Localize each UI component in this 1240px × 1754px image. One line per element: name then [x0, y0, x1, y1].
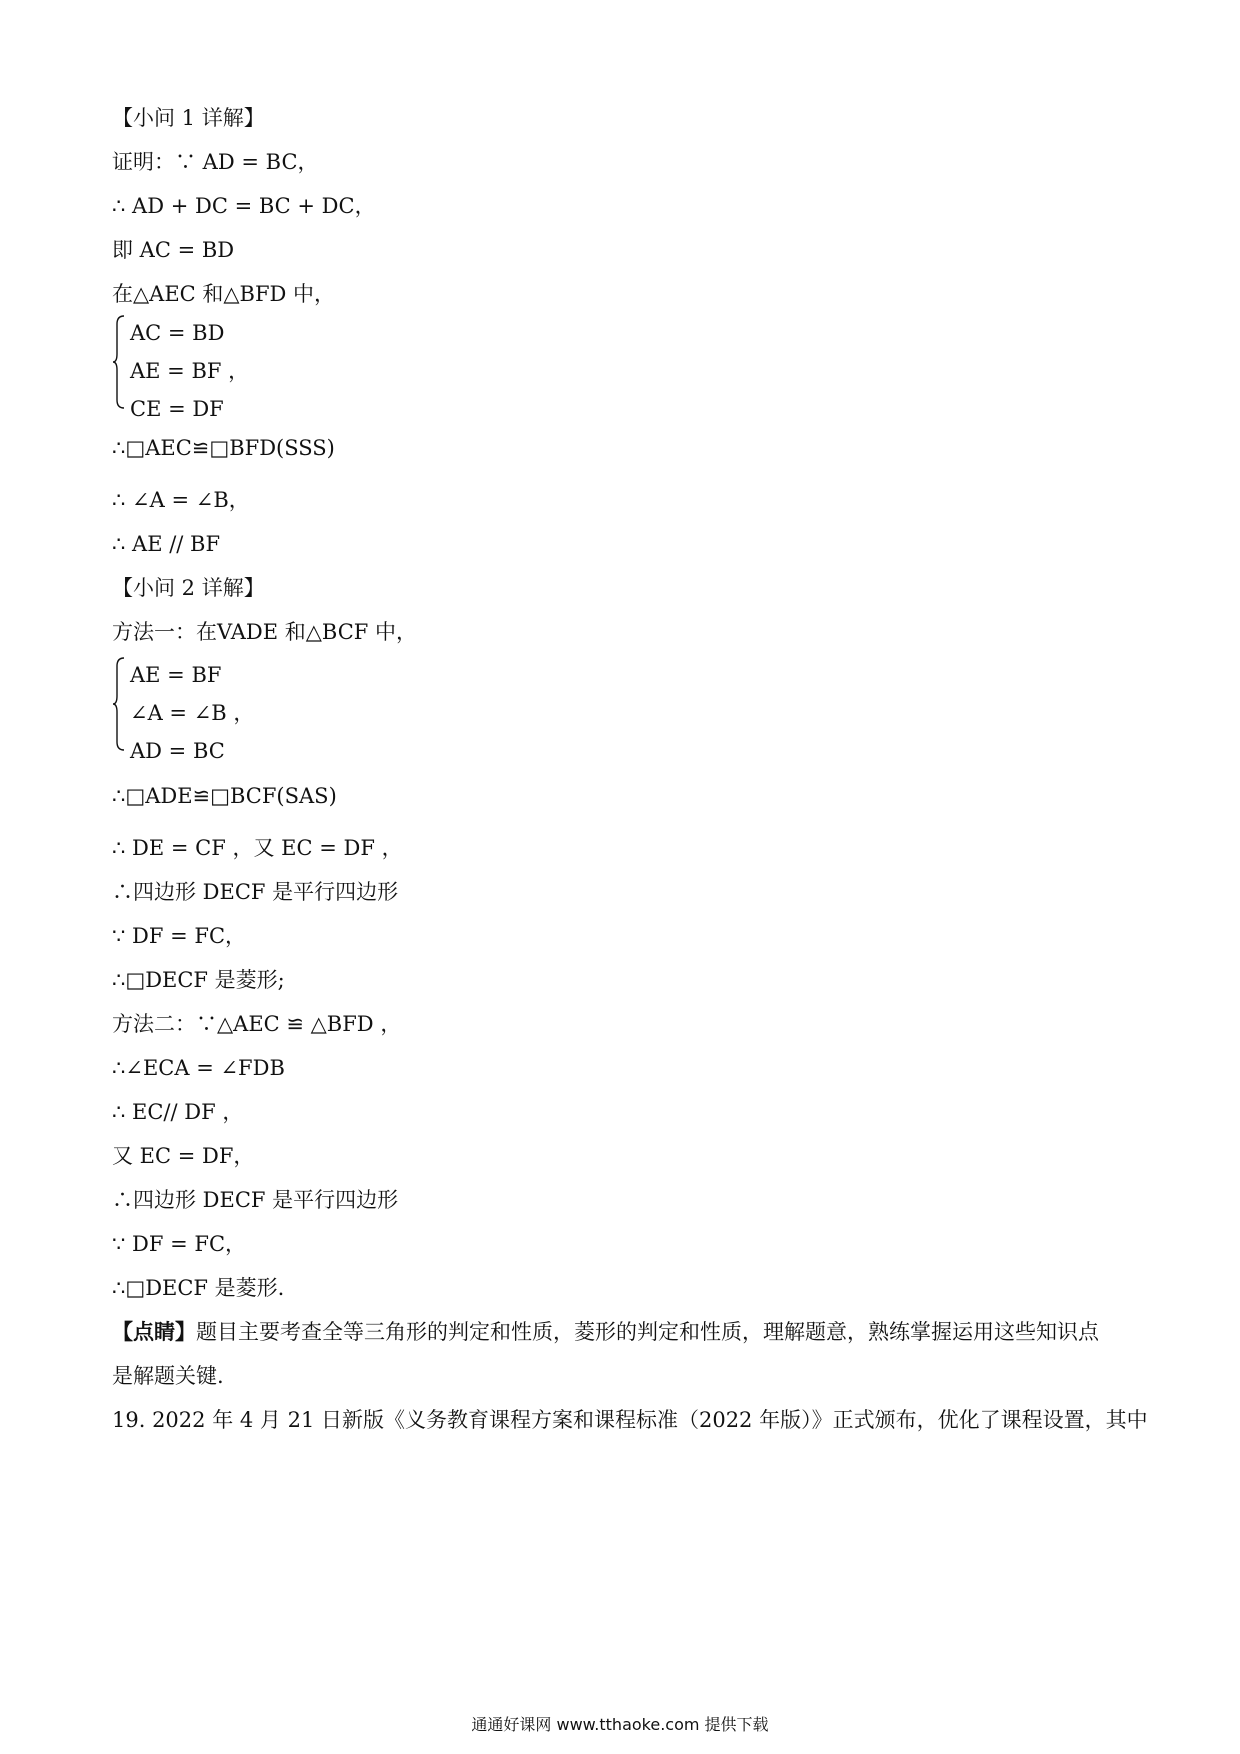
left-brace-icon — [112, 314, 126, 410]
proof-line: ∴□DECF 是菱形; — [112, 968, 285, 992]
method-2-intro: 方法二：∵△AEC ≌ △BFD ， — [112, 1012, 402, 1036]
proof-line: ∴□DECF 是菱形. — [112, 1276, 285, 1300]
comment-paragraph — [112, 1318, 1099, 1346]
method-1-intro: 方法一：在VADE 和△BCF 中， — [112, 620, 418, 644]
subquestion-1-header: 【小问 1 详解】 — [112, 106, 265, 130]
proof-line: 证明：∵ AD = BC， — [112, 150, 319, 174]
page-footer: 通通好课网 www.tthaoke.com 提供下载 — [471, 1715, 769, 1734]
left-brace-icon — [112, 656, 126, 752]
system-line: AD = BC — [130, 739, 225, 763]
proof-line: ∴ AD + DC = BC + DC， — [112, 194, 376, 218]
subquestion-2-header: 【小问 2 详解】 — [112, 576, 265, 600]
proof-line: ∴ ∠A = ∠B， — [112, 488, 250, 512]
proof-line: 即 AC = BD — [112, 238, 235, 262]
system-line: AE = BF ， — [130, 359, 250, 383]
proof-line: ∴ EC// DF ， — [112, 1100, 244, 1124]
comment-text: 题目主要考查全等三角形的判定和性质，菱形的判定和性质，理解题意，熟练掌握运用这些知识点 — [196, 1320, 1099, 1344]
proof-line: ∴四边形 DECF 是平行四边形 — [112, 880, 399, 904]
proof-line: 在△AEC 和△BFD 中， — [112, 282, 336, 306]
proof-line: ∴四边形 DECF 是平行四边形 — [112, 1188, 399, 1212]
proof-line: ∴□ADE≌□BCF(SAS) — [112, 784, 337, 808]
comment-label: 【点睛】 — [112, 1319, 196, 1344]
proof-line: ∴∠ECA = ∠FDB — [112, 1056, 285, 1080]
proof-line: ∵ DF = FC， — [112, 924, 247, 948]
system-line: CE = DF — [130, 397, 224, 421]
proof-line: ∴□AEC≌□BFD(SSS) — [112, 436, 335, 460]
proof-line: ∴ DE = CF ，又 EC = DF ， — [112, 836, 403, 860]
comment-text-continued: 是解题关键. — [112, 1364, 224, 1388]
system-line: AC = BD — [130, 321, 225, 345]
proof-line: ∵ DF = FC， — [112, 1232, 247, 1256]
system-line: ∠A = ∠B ， — [130, 701, 255, 725]
next-question: 19. 2022 年 4 月 21 日新版《义务教育课程方案和课程标准（2022 年版）》正式颁布，优化了课程设置，其中 — [112, 1408, 1148, 1432]
proof-line: ∴ AE // BF — [112, 532, 221, 556]
system-line: AE = BF — [130, 663, 222, 687]
proof-line: 又 EC = DF， — [112, 1144, 255, 1168]
